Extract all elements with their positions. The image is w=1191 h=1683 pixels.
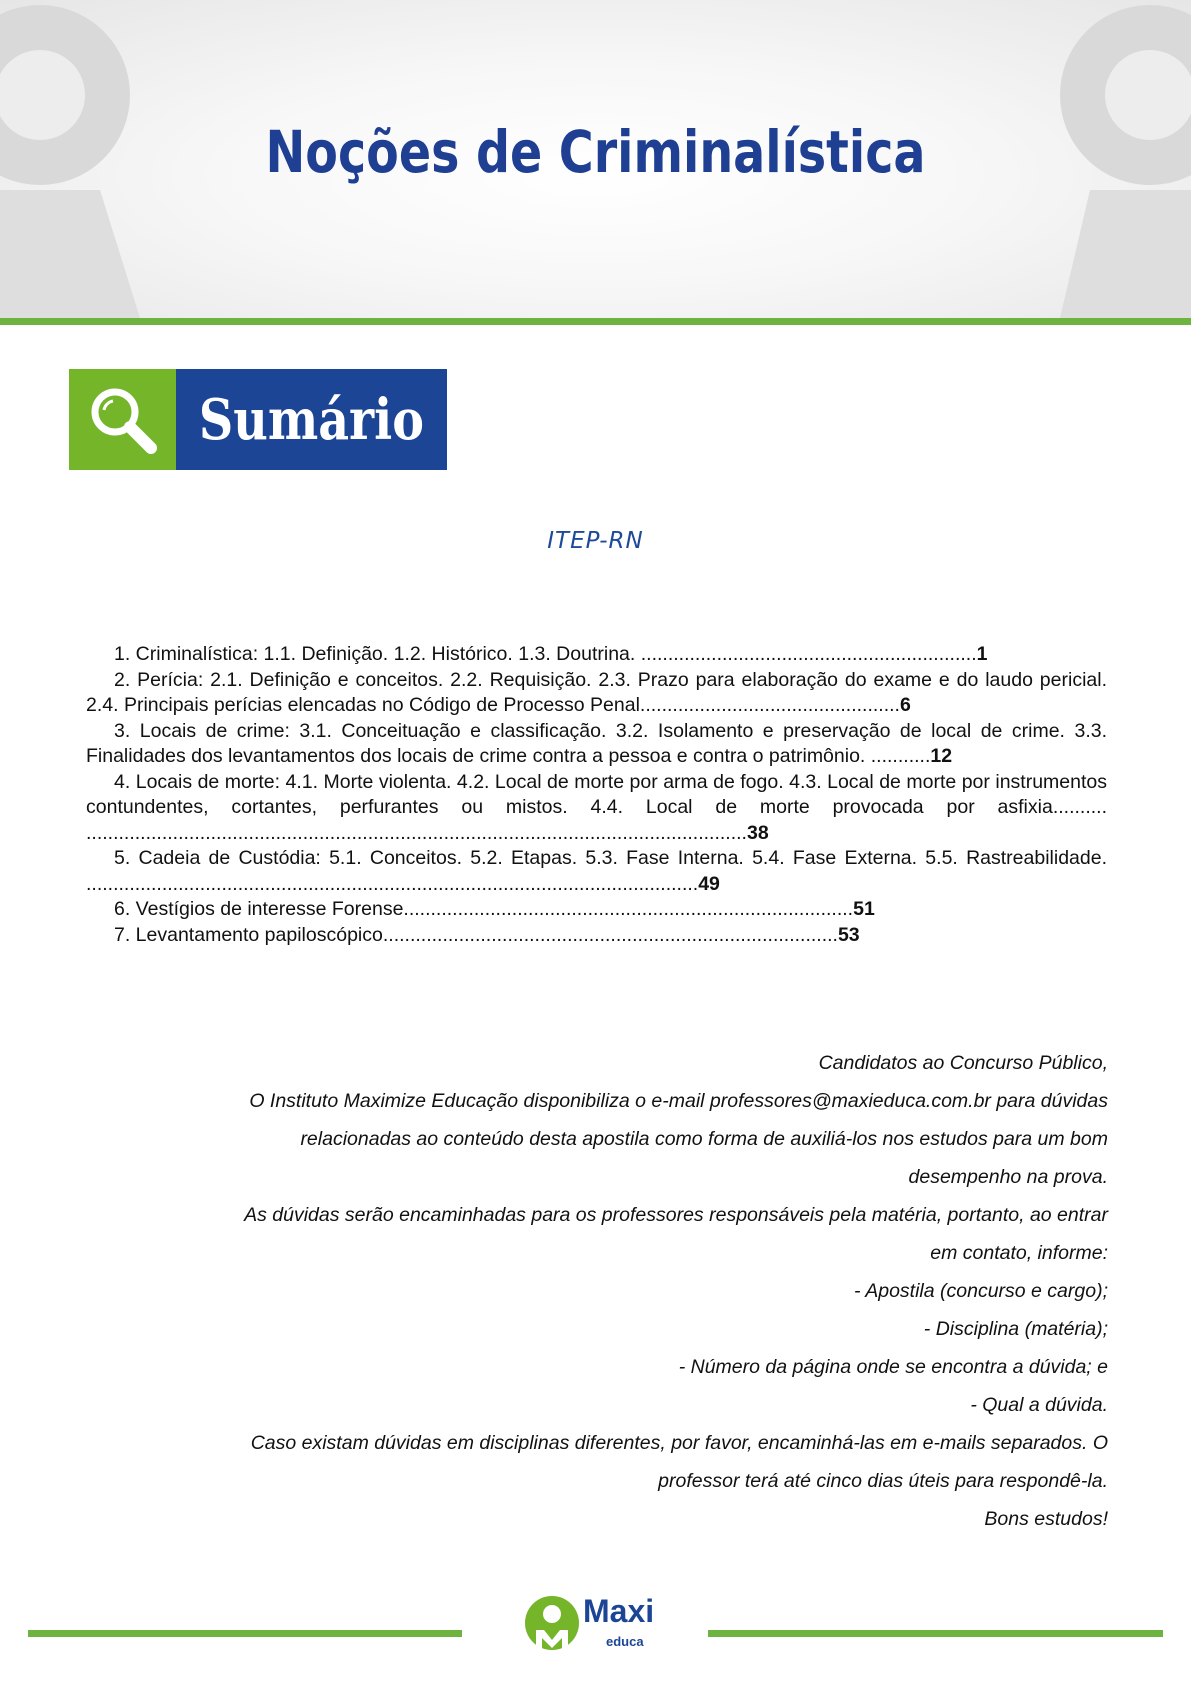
toc-entry-text: 4. Locais de morte: 4.1. Morte violenta. 4.2. Local de morte por arma de fogo. 4.3. Local de morte por instrumentos contundentes, cortantes, perfurantes ou mistos. 4.4. Local de morte provocada por asfixia.......... — [86, 770, 1107, 818]
toc-entry — [86, 897, 1107, 923]
notice-line: As dúvidas serão encaminhadas para os professores responsáveis pela matéria, portanto, ao entrar — [244, 1204, 1108, 1226]
notice-line: - Apostila (concurso e cargo); — [854, 1280, 1108, 1302]
toc-leader: .................................................................................. — [408, 898, 854, 920]
toc-leader: ................................................................................................................. — [86, 872, 699, 895]
magnifier-icon — [85, 382, 161, 458]
footer-divider-right — [708, 1630, 1163, 1637]
table-of-contents — [86, 642, 1107, 948]
notice-line: em contato, informe: — [930, 1242, 1108, 1264]
toc-page-number: 1 — [976, 643, 988, 665]
notice-line: Caso existam dúvidas em disciplinas diferentes, por favor, encaminhá-las em e-mails separados. O — [250, 1432, 1108, 1454]
page-header — [0, 0, 1191, 318]
toc-entry-text: 1. Criminalística: 1.1. Definição. 1.2. Histórico. 1.3. Doutrina. — [114, 643, 641, 665]
toc-entry — [86, 668, 1107, 719]
notice-line: desempenho na prova. — [908, 1166, 1108, 1188]
header-divider — [0, 318, 1191, 325]
toc-entry-text: 3. Locais de crime: 3.1. Conceituação e classificação. 3.2. Isolamento e preservação de local de crime. 3.3. Finalidades dos levantamentos dos locais de crime contra a pessoa e contra o patrimônio. — [86, 719, 1107, 767]
toc-entry-text: 2. Perícia: 2.1. Definição e conceitos. 2.2. Requisição. 2.3. Prazo para elaboração do exame e do laudo pericial. 2.4. Principais perícias elencadas no Código de Processo Penal. — [86, 668, 1107, 716]
notice-line: relacionadas ao conteúdo desta apostila como forma de auxiliá-los nos estudos para um bom — [300, 1128, 1108, 1150]
notice-line: Bons estudos! — [984, 1508, 1108, 1530]
notice-line: - Qual a dúvida. — [970, 1394, 1108, 1416]
toc-page-number: 53 — [837, 923, 860, 946]
notice-line: professor terá até cinco dias úteis para respondê-la. — [658, 1470, 1108, 1492]
exam-subtitle: ITEP-RN — [547, 528, 644, 554]
toc-entry — [86, 923, 1107, 949]
toc-leader: .............................................................. — [640, 643, 977, 665]
toc-entry — [86, 719, 1107, 770]
toc-leader: ................................................................................... — [388, 923, 838, 946]
page-title: Noções de Criminalística — [265, 118, 926, 186]
notice-line: - Disciplina (matéria); — [923, 1318, 1108, 1340]
notice-line: O Instituto Maximize Educação disponibiliza o e-mail professores@maxieduca.com.br para dúvidas — [249, 1090, 1108, 1112]
toc-entry — [86, 770, 1107, 847]
toc-entry — [86, 846, 1107, 897]
notice-line: - Número da página onde se encontra a dúvida; e — [678, 1356, 1108, 1378]
footer-divider-left — [28, 1630, 462, 1637]
toc-entry-text: 5. Cadeia de Custódia: 5.1. Conceitos. 5.2. Etapas. 5.3. Fase Interna. 5.4. Fase Externa. 5.5. Rastreabilidade. — [114, 847, 1107, 869]
toc-page-number: 49 — [698, 872, 720, 895]
notice-line: Candidatos ao Concurso Público, — [818, 1052, 1108, 1074]
toc-entry — [86, 642, 1107, 668]
toc-page-number: 12 — [930, 745, 953, 767]
candidate-notice — [110, 1044, 1108, 1538]
toc-leader: ........... — [870, 745, 931, 767]
sumario-label-box — [176, 369, 447, 470]
toc-page-number: 38 — [746, 821, 769, 844]
sumario-label: Sumário — [198, 386, 425, 453]
toc-page-number: 51 — [853, 898, 875, 920]
toc-entry-text: 7. Levantamento papiloscópico. — [114, 923, 389, 946]
toc-leader: .......................................................................................................................... — [86, 821, 747, 844]
toc-entry-text: 6. Vestígios de interesse Forense. — [114, 898, 409, 920]
logo-subtitle: educa — [606, 1634, 644, 1649]
toc-leader: ............................................... — [645, 694, 900, 716]
sumario-icon-box — [69, 369, 176, 470]
toc-page-number: 6 — [899, 694, 911, 716]
sumario-banner — [69, 369, 447, 470]
logo-name: Maxi — [583, 1593, 655, 1629]
